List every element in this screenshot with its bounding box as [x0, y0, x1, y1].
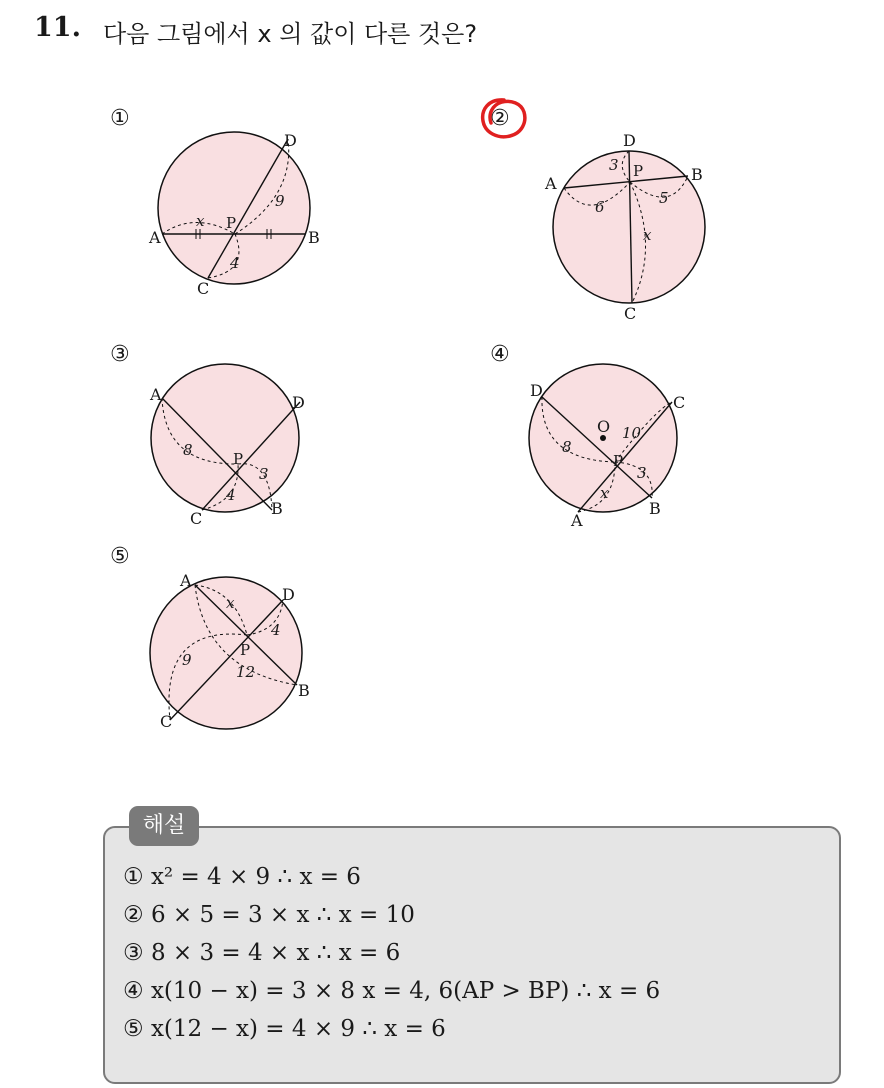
option-2-figure	[535, 130, 715, 325]
solution-expr: x(10 − x) = 3 × 8 x = 4, 6(AP > BP) ∴ x = 6	[150, 978, 661, 1004]
solution-expr: x² = 4 × 9 ∴ x = 6	[150, 864, 361, 890]
value-x: x	[196, 212, 205, 230]
value-3: 3	[637, 464, 647, 482]
label-D: D	[282, 585, 295, 604]
label-B: B	[691, 165, 703, 184]
solution-line-3	[123, 940, 400, 966]
value-8: 8	[562, 438, 572, 456]
label-D: D	[284, 131, 297, 150]
solution-line-1	[123, 864, 361, 890]
value-4: 4	[226, 486, 236, 504]
label-C: C	[160, 712, 173, 731]
label-P: P	[633, 162, 644, 180]
solution-mark: ⑤	[123, 1016, 144, 1042]
label-B: B	[271, 499, 283, 518]
value-3: 3	[259, 465, 269, 483]
value-x: x	[643, 226, 652, 244]
circle	[151, 364, 299, 512]
solution-line-4	[123, 978, 660, 1004]
label-P: P	[613, 452, 624, 470]
label-C: C	[197, 279, 210, 298]
solution-mark: ③	[123, 940, 144, 966]
option-2-mark[interactable]: ②	[490, 106, 510, 131]
label-A: A	[180, 571, 192, 590]
value-6: 6	[595, 198, 605, 216]
label-B: B	[298, 681, 310, 700]
label-A: D	[530, 381, 543, 400]
label-A: A	[149, 228, 161, 247]
label-D: D	[292, 393, 305, 412]
value-12: 12	[236, 663, 256, 681]
solution-expr: x(12 − x) = 4 × 9 ∴ x = 6	[150, 1016, 446, 1042]
value-4: 4	[271, 621, 281, 639]
solution-mark: ①	[123, 864, 144, 890]
option-4-figure	[520, 360, 700, 530]
value-x: x	[600, 484, 609, 502]
label-D: C	[673, 393, 686, 412]
value-3: 3	[609, 156, 619, 174]
solution-mark: ②	[123, 902, 144, 928]
option-3-figure	[140, 360, 330, 525]
label-C: C	[624, 304, 637, 323]
solution-mark: ④	[123, 978, 144, 1004]
label-A: A	[545, 174, 557, 193]
value-4: 4	[230, 254, 240, 272]
value-9: 9	[275, 192, 285, 210]
option-5-figure	[140, 565, 330, 740]
option-1-mark[interactable]: ①	[110, 106, 130, 131]
option-5-mark[interactable]: ⑤	[110, 544, 130, 569]
option-4-mark[interactable]: ④	[490, 342, 510, 367]
label-P: P	[226, 214, 237, 232]
label-C: C	[190, 509, 203, 525]
option-1-figure	[140, 126, 340, 301]
solution-line-5	[123, 1016, 446, 1042]
label-A: A	[150, 385, 162, 404]
label-D: D	[623, 131, 636, 150]
question-number: 11.	[34, 12, 81, 43]
solution-tag: 해설	[129, 806, 199, 846]
label-P: P	[233, 450, 244, 468]
label-B: B	[308, 228, 320, 247]
value-5: 5	[659, 189, 669, 207]
label-P: P	[240, 641, 251, 659]
solution-line-2	[123, 902, 415, 928]
label-C: A	[571, 511, 583, 530]
label-O: O	[597, 417, 611, 436]
question-text: 다음 그림에서 x 의 값이 다른 것은?	[103, 20, 478, 48]
solution-expr: 8 × 3 = 4 × x ∴ x = 6	[150, 940, 401, 966]
value-9: 9	[182, 651, 192, 669]
option-3-mark[interactable]: ③	[110, 342, 130, 367]
label-B: B	[649, 499, 661, 518]
value-10: 10	[622, 424, 642, 442]
value-x: x	[226, 594, 235, 612]
solution-expr: 6 × 5 = 3 × x ∴ x = 10	[150, 902, 415, 928]
value-8: 8	[183, 441, 193, 459]
